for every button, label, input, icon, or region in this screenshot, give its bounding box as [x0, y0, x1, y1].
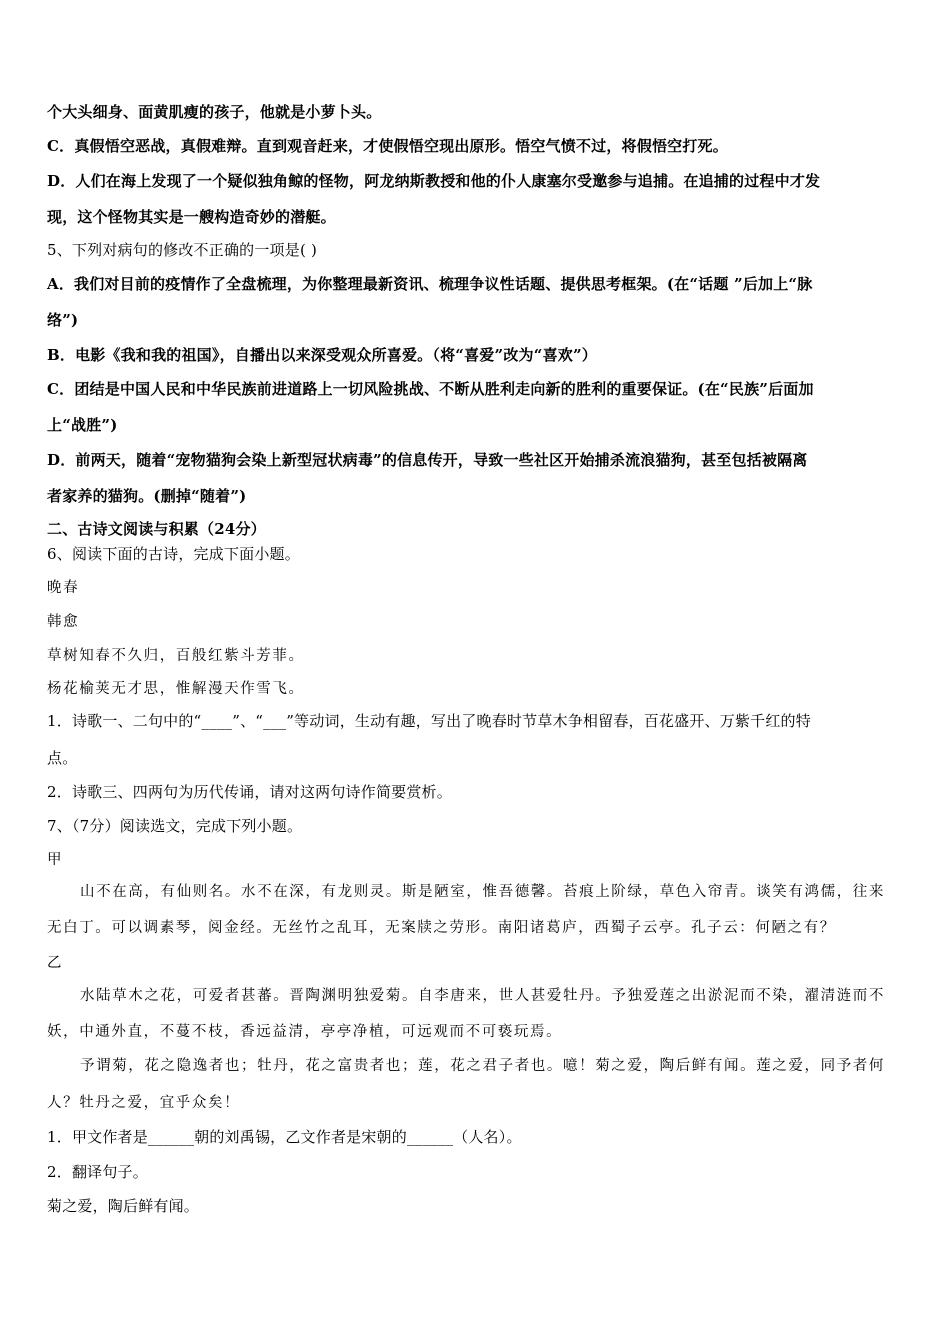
- q6-sub2: 2．诗歌三、四两句为历代传诵，请对这两句诗作简要赏析。: [47, 783, 452, 801]
- passage-jia-line2: 无白丁。可以调素琴，阅金经。无丝竹之乱耳，无案牍之劳形。南阳诸葛庐，西蜀子云亭。孔子云：何陋之有？: [47, 920, 836, 936]
- q6-sub1-line1: 1．诗歌一、二句中的“____”、“___”等动词，生动有趣，写出了晚春时节草木争相留春，百花盛开、万紫千红的特: [47, 712, 811, 730]
- q7-sub1: 1．甲文作者是______朝的刘禹锡，乙文作者是宋朝的______（人名）。: [47, 1128, 522, 1146]
- q5-option-d-line1: D．前两天，随着“宠物猫狗会染上新型冠状病毒”的信息传开，导致一些社区开始捕杀流浪猫狗，甚至包括被隔离: [47, 451, 808, 469]
- q7-sub2: 2．翻译句子。: [47, 1163, 148, 1181]
- q5-option-c-line1: C．团结是中国人民和中华民族前进道路上一切风险挑战、不断从胜利走向新的胜利的重要保证。(在“民族”后面加: [47, 380, 814, 398]
- passage-yi-line2: 妖，中通外直，不蔓不枝，香远益清，亭亭净植，可远观而不可亵玩焉。: [47, 1024, 563, 1040]
- poem-title: 晚春: [47, 580, 80, 596]
- q5-option-b: B．电影《我和我的祖国》，自播出以来深受观众所喜爱。（将“喜爱”改为“喜欢”）: [47, 346, 597, 364]
- q4-option-d-line1: D．人们在海上发现了一个疑似独角鲸的怪物，阿龙纳斯教授和他的仆人康塞尔受邀参与追捕。在追捕的过程中才发: [47, 172, 821, 190]
- passage-yi-line4: 人？牡丹之爱，宜乎众矣！: [47, 1095, 241, 1111]
- q4-option-b-continuation: 个大头细身、面黄肌瘦的孩子，他就是小萝卜头。: [47, 103, 382, 121]
- q7-stem: 7、（7分）阅读选文，完成下列小题。: [47, 817, 303, 835]
- q5-option-c-line2: 上“战胜”): [47, 416, 118, 434]
- section-2-title: 二、古诗文阅读与积累（24分）: [47, 520, 266, 538]
- q4-option-d-line2: 现，这个怪物其实是一艘构造奇妙的潜艇。: [47, 208, 336, 226]
- q5-option-d-line2: 者家养的猫狗。(删掉“随着”): [47, 487, 247, 505]
- q5-option-a-line1: A．我们对目前的疫情作了全盘梳理，为你整理最新资讯、梳理争议性话题、提供思考框架。(在“话题 ”后加上“脉: [47, 275, 813, 293]
- passage-jia-label: 甲: [47, 852, 64, 868]
- poem-author: 韩愈: [47, 614, 80, 630]
- passage-jia-line1: 山不在高，有仙则名。水不在深，有龙则灵。斯是陋室，惟吾德馨。苔痕上阶绿，草色入帘青。谈笑有鸿儒，往来: [80, 884, 885, 900]
- q7-sub2-sentence: 菊之爱，陶后鲜有闻。: [47, 1197, 200, 1215]
- q6-sub1-line2: 点。: [47, 749, 78, 767]
- q5-option-a-line2: 络”): [47, 311, 79, 329]
- q4-option-c: C．真假悟空恶战，真假难辩。直到观音赶来，才使假悟空现出原形。悟空气愤不过，将假悟空打死。: [47, 137, 728, 155]
- poem-line-2: 杨花榆荚无才思，惟解漫天作雪飞。: [47, 681, 305, 697]
- passage-yi-line3: 予谓菊，花之隐逸者也；牡丹，花之富贵者也；莲，花之君子者也。噫！菊之爱，陶后鲜有闻。莲之爱，同予者何: [80, 1058, 885, 1074]
- q5-stem: 5、下列对病句的修改不正确的一项是( ): [47, 241, 318, 259]
- q6-stem: 6、阅读下面的古诗，完成下面小题。: [47, 545, 300, 563]
- poem-line-1: 草树知春不久归，百般红紫斗芳菲。: [47, 648, 305, 664]
- passage-yi-label: 乙: [47, 955, 64, 971]
- passage-yi-line1: 水陆草木之花，可爱者甚蕃。晋陶渊明独爱菊。自李唐来，世人甚爱牡丹。予独爱莲之出淤泥而不染，濯清涟而不: [80, 988, 885, 1004]
